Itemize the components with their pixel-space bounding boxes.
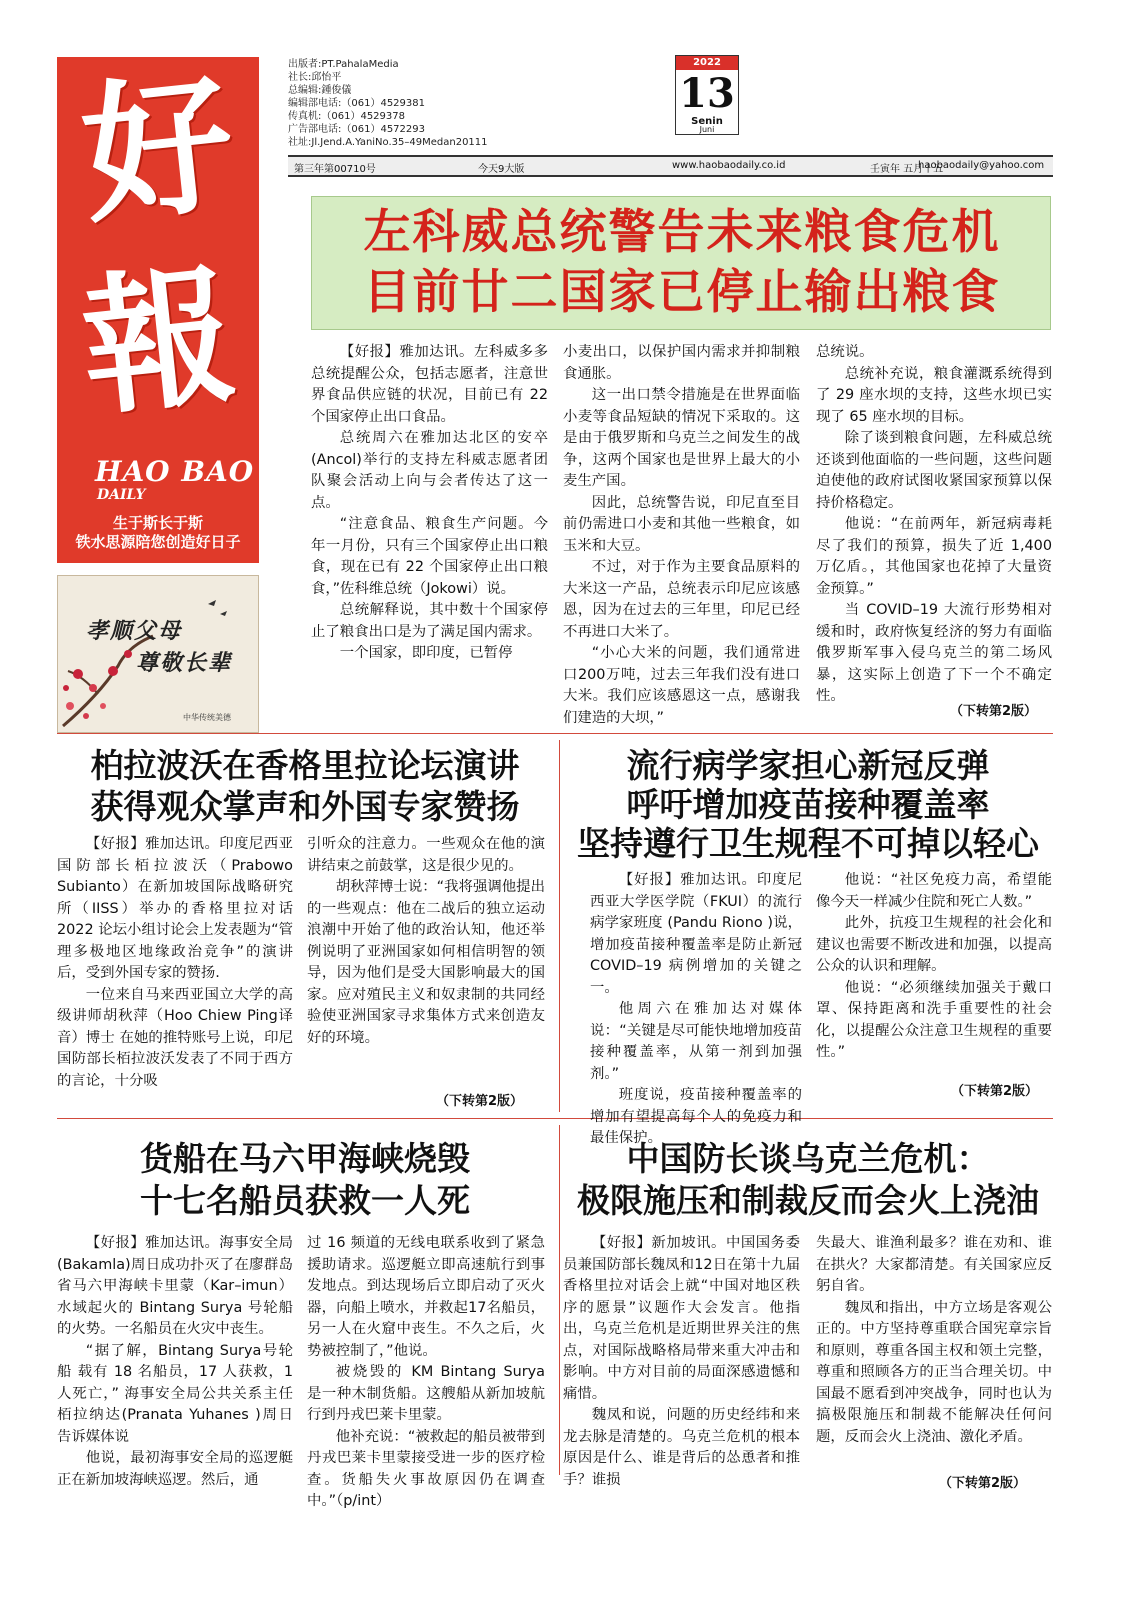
publisher-line: 编辑部电话:（061）4529381: [288, 98, 425, 109]
header-bar: [288, 155, 1053, 177]
masthead-latin: HAO BAO: [95, 455, 255, 488]
ad-box: [57, 575, 259, 733]
masthead-daily: DAILY: [97, 487, 146, 503]
continued-link[interactable]: （下转第2版）: [436, 1094, 524, 1109]
masthead-logo: [57, 54, 259, 563]
paragraph: 【好报】雅加达讯。海事安全局 (Bakamla)周日成功扑灭了在廖群岛省马六甲海峡卡里蒙（Kar–imun）水域起火的 Bintang Surya 号轮船的火势。一名船员在火灾中丧生。: [57, 1235, 293, 1337]
masthead-char-hao: 好: [74, 54, 242, 246]
paragraph: 此外，抗疫卫生规程的社会化和建议也需要不断改进和加强，以提高公众的认识和理解。: [816, 915, 1052, 974]
masthead-char-bao: 報: [74, 246, 242, 438]
date-day: 13: [679, 70, 735, 117]
paragraph: 魏凤和指出，中方立场是客观公正的。中方坚持尊重联合国宪章宗旨和原则，尊重各国主权和领土完整，尊重和照顾各方的正当合理关切。中国最不愿看到冲突战争，同时也认为搞极限施压和制裁不能解决任何问题，反而会火上浇油、激化矛盾。: [816, 1299, 1052, 1445]
lunar-date: 壬寅年 五月十五: [870, 164, 944, 175]
article-headline-3: 坚持遵行卫生规程不可掉以轻心: [577, 824, 1039, 863]
issue-number: 第三年第00710号: [294, 164, 376, 175]
paragraph: 过 16 频道的无线电联系收到了紧急援助请求。巡逻艇立即高速航行到事发地点。到达现场后立即启动了灭火器，向船上喷水，并救起17名船员，另一人在火窟中丧生。不久之后，火势被控制了，”他说。: [307, 1235, 545, 1359]
paragraph: 因此，总统警告说，印尼直至目前仍需进口小麦和其他一些粮食，如玉米和大豆。: [563, 494, 800, 554]
publisher-line: 出版者:PT.PahalaMedia: [288, 59, 399, 70]
paragraph: “据了解，Bintang Surya号轮船 载有 18 名船员，17 人获救，1 人死亡，” 海事安全局公共关系主任 栢拉纳达(Pranata Yuhanes )周日告诉媒体说: [57, 1342, 293, 1445]
continued-link[interactable]: （下转第2版）: [950, 704, 1038, 719]
paragraph: 一位来自马来西亚国立大学的高级讲师胡秋萍（Hoo Chiew Ping译音）博士 在她的推特账号上说，印尼国防部长栢拉波沃发表了不同于西方的言论，十分吸: [57, 986, 293, 1089]
publisher-line: 总编辑:鍾俊儀: [288, 85, 352, 96]
paragraph: 魏凤和说，问题的历史经纬和来龙去脉是清楚的。乌克兰危机的根本原因是什么、谁是背后的怂恿者和推手？谁损: [563, 1407, 800, 1488]
paragraph: “小心大米的问题，我们通常进口200万吨，过去三年我们没有进口大米。我们应该感恩这一点，感谢我们建造的大坝，”: [563, 645, 800, 726]
paragraph: 他说，最初海事安全局的巡逻艇正在新加坡海峡巡逻。然后，通: [57, 1450, 293, 1488]
paragraph: 【好报】新加坡讯。中国国务委员兼国防部长魏凤和12日在第十九届香格里拉对话会上就“中国对地区秩序的愿景”议题作大会发言。他指出，乌克兰危机是近期世界关注的焦点，对国际战略格局带来重大冲击和影响。中方对目前的局面深感遗憾和痛惜。: [563, 1235, 800, 1402]
paragraph: 【好报】雅加达讯。左科威多多总统提醒公众，包括志愿者，注意世界食品供应链的状况，目前已有 22 个国家停止出口食品。: [311, 344, 548, 425]
masthead-slogan-2: 铁水思源陪您创造好日子: [75, 533, 241, 551]
website-link[interactable]: www.haobaodaily.co.id: [672, 160, 786, 171]
covid-column-2: [816, 870, 1052, 1064]
email-link[interactable]: haobaodaily@yahoo.com: [918, 160, 1045, 171]
publisher-info: [288, 58, 488, 149]
paragraph: 引听众的注意力。一些观众在他的演讲结束之前鼓掌，这是很少见的。: [307, 836, 545, 874]
paragraph: 他说：“必须继续加强关于戴口罩、保持距离和洗手重要性的社会化，以提醒公众注意卫生规程的重要性。”: [816, 979, 1052, 1060]
prabowo-column-1: [57, 834, 293, 1092]
article-headline-2: 十七名船员获救一人死: [140, 1181, 470, 1220]
page-count: 今天9大版: [478, 164, 525, 175]
calendar-date: [675, 55, 739, 135]
publisher-line: 广告部电话:（061）4572293: [288, 124, 425, 135]
paragraph: 总统补充说，粮食灌溉系统得到了 29 座水坝的支持，这些水坝已实现了 65 座水坝的目标。: [816, 365, 1052, 425]
paragraph: 班度说，疫苗接种覆盖率的增加有望提高每个人的免疫力和最佳保护。: [590, 1087, 802, 1146]
article-headline-2: 获得观众掌声和外国专家赞扬: [90, 787, 520, 826]
covid-column-1: [590, 870, 802, 1150]
ship-column-2: [307, 1233, 545, 1513]
lead-column-1: [311, 342, 548, 665]
ad-line-2: 尊敬长辈: [136, 650, 233, 676]
lead-headline-box: [311, 196, 1051, 330]
paragraph: 一个国家，即印度，已暂停: [339, 645, 513, 661]
article-headline-1: 中国防长谈乌克兰危机：: [626, 1139, 990, 1178]
lead-column-2: [563, 342, 800, 729]
paragraph: 他说：“社区免疫力高，希望能像今天一样减少住院和死亡人数。”: [816, 872, 1052, 910]
lead-headline-2: 目前廿二国家已停止输出粮食: [363, 265, 1001, 320]
ad-small-text: 中华传统美德: [183, 713, 231, 722]
masthead-slogan-1: 生于斯长于斯: [112, 514, 203, 532]
article-headline-2: 极限施压和制裁反而会火上浇油: [577, 1181, 1039, 1220]
paragraph: 被烧毁的 KM Bintang Surya 是一种木制货船。这艘船从新加坡航行到丹戎巴莱卡里蒙。: [307, 1364, 545, 1423]
article-headline-2: 呼吁增加疫苗接种覆盖率: [626, 785, 990, 824]
paragraph: “注意食品、粮食生产问题。今年一月份，只有三个国家停止出口粮食，现在已有 22 个国家停止出口粮食，”佐科维总统（Jokowi）说。: [311, 516, 548, 597]
date-weekday: Senin: [691, 116, 723, 127]
paragraph: 【好报】雅加达讯。印度尼西亚国防部长栢拉波沃（Prabowo Subianto）在新加坡国际战略研究所（IISS）举办的香格里拉对话 2022 论坛小组讨论会上发表题为“管理多极地区地缘政治竞争”的演讲后，受到外国专家的赞扬.: [57, 836, 293, 981]
article-headline-1: 柏拉波沃在香格里拉论坛演讲: [90, 746, 520, 785]
ad-line-1: 孝顺父母: [86, 618, 183, 644]
date-month: Juni: [699, 125, 715, 134]
lead-column-3: [816, 342, 1052, 708]
paragraph: 他补充说：“被救起的船员被带到丹戎巴莱卡里蒙接受进一步的医疗检查。货船失火事故原因仍在调查中。”（p/int）: [307, 1428, 545, 1509]
continued-link[interactable]: （下转第2版）: [939, 1476, 1027, 1491]
publisher-line: 传真机:（061）4529378: [288, 111, 405, 122]
divider: [559, 740, 560, 1112]
china-column-2: [816, 1233, 1052, 1448]
paragraph: 总统解释说，其中数十个国家停止了粮食出口是为了满足国内需求。: [311, 602, 548, 640]
paragraph: 他说：“在前两年，新冠病毒耗尽了我们的预算，损失了近 1,400 万亿盾。，其他国家也花掉了大量资金预算。”: [816, 516, 1052, 597]
paragraph: 胡秋萍博士说：“我将强调他提出的一些观点：他在二战后的独立运动浪潮中开始了他的政治认知，他还举例说明了亚洲国家如何相信明智的领导，因为他们是受大国影响最大的国家。应对殖民主义和奴隶制的共同经验使亚洲国家寻求集体方式来创造友好的环境。: [307, 879, 545, 1046]
paragraph: 总统周六在雅加达北区的安卒(Ancol)举行的支持左科威志愿者团队聚会活动上向与会者传达了这一点。: [311, 430, 548, 511]
paragraph: 失最大、谁渔利最多？谁在劝和、谁在拱火？大家都清楚。有关国家应反躬自省。: [816, 1235, 1052, 1294]
lead-headline-1: 左科威总统警告未来粮食危机: [363, 205, 1001, 260]
paragraph: 除了谈到粮食问题，左科威总统还谈到他面临的一些问题，这些问题迫使他的政府试图收紧国家预算以保持价格稳定。: [816, 430, 1052, 511]
paragraph: 不过，对于作为主要食品原料的大米这一产品，总统表示印尼应该感恩，因为在过去的三年里，印尼已经不再进口大米了。: [563, 559, 800, 640]
prabowo-column-2: [307, 834, 545, 1049]
publisher-line: 社长:邱怡平: [288, 72, 342, 83]
paragraph: 总统说。: [816, 344, 874, 360]
article-headline-1: 货船在马六甲海峡烧毁: [140, 1139, 470, 1178]
divider: [559, 1125, 560, 1475]
china-column-1: [563, 1233, 800, 1491]
paragraph: 当 COVID–19 大流行形势相对缓和时，政府恢复经济的努力有面临俄罗斯军事入侵乌克兰的第二场风暴，这实际上创造了下一个不确定性。: [816, 602, 1052, 704]
paragraph: 这一出口禁令措施是在世界面临小麦等食品短缺的情况下采取的。这是由于俄罗斯和乌克兰之间发生的战争，这两个国家也是世界上最大的小麦生产国。: [563, 387, 800, 489]
continued-link[interactable]: （下转第2版）: [951, 1084, 1039, 1099]
divider: [57, 1118, 1053, 1119]
divider: [57, 733, 1053, 734]
article-headline-1: 流行病学家担心新冠反弹: [626, 746, 990, 785]
date-year: 2022: [676, 56, 738, 70]
paragraph: 【好报】雅加达讯。印度尼西亚大学医学院（FKUI）的流行病学家班度 (Pandu Riono )说，增加疫苗接种覆盖率是防止新冠COVID–19 病例增加的关键之一。: [590, 872, 802, 996]
publisher-line: 社址:Jl.Jend.A.YaniNo.35–49Medan20111: [288, 137, 488, 148]
paragraph: 小麦出口，以保护国内需求并抑制粮食通胀。: [563, 344, 800, 382]
ship-column-1: [57, 1233, 293, 1491]
paragraph: 他周六在雅加达对媒体说：“关键是尽可能快地增加疫苗接种覆盖率，从第一剂到加强剂。”: [590, 1001, 802, 1082]
